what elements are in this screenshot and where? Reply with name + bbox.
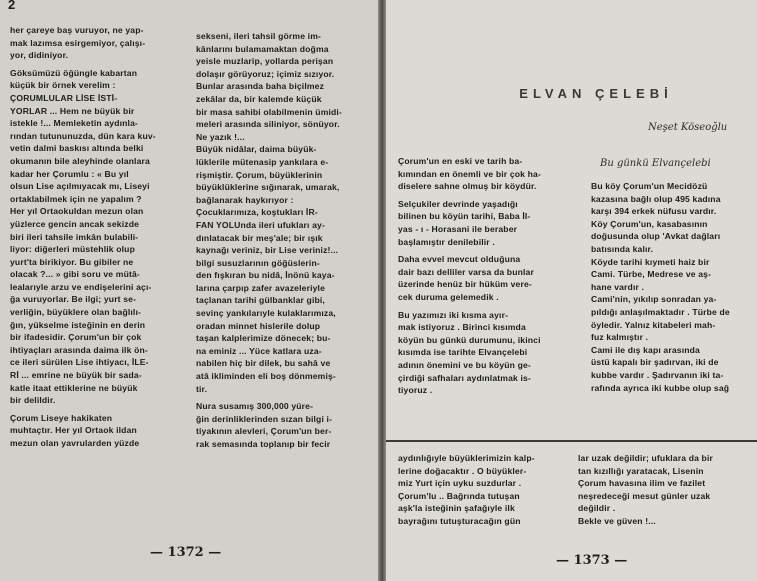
text-line: fuz kalmıştır .: [591, 332, 649, 343]
text-line: ğın, yükselme isteğinin en derin: [10, 319, 146, 330]
text-line: ce ileri sürülen Lise ihtiyacı, İLE-: [10, 357, 149, 368]
intro-column: [398, 155, 541, 397]
text-line: ÇORUMLULAR LİSE İSTİ-: [10, 92, 118, 103]
text-line: kubbe vardır . Şadırvanın iki ta-: [591, 369, 724, 380]
text-line: lealarıyle arzu ve endişelerini açı-: [10, 281, 152, 292]
text-line: Bunlar arasında baha biçilmez: [196, 81, 325, 92]
text-line: bağlanarak haykırıyor :: [196, 194, 294, 205]
text-line: Çorum'un en eski ve tarih ba-: [398, 156, 523, 166]
text-line: Ne yazık !...: [196, 131, 245, 142]
text-line: pıldığı anlaşılmaktadır . Türbe de: [591, 306, 730, 317]
text-line: çirdiği safhaları aydınlatmak is-: [398, 372, 531, 383]
text-line: Çocuklarımıza, koştukları İR-: [196, 207, 318, 218]
text-line: tan kızıllığı yaratacak, Lisenin: [578, 465, 704, 476]
text-line: üzerinde henüz bir hüküm vere-: [398, 279, 532, 290]
page-number-right: — 1373 —: [556, 553, 628, 568]
text-line: yor, didiniyor.: [10, 50, 69, 61]
text-line: yas - ı - Horasani ile beraber: [398, 223, 518, 234]
text-line: olsun Lise açılmıyacak mı, Liseyi: [10, 181, 150, 192]
text-line: lar uzak değildir; ufuklara da bir: [578, 453, 713, 463]
text-line: meleri arasında siliniyor, sönüyor.: [196, 119, 340, 130]
text-line: Çorum'lu .. Bağrında tutuşan: [398, 490, 520, 501]
text-line: bilinen bu köyün tarihi, Baba İl-: [398, 211, 531, 222]
text-line: yeisle muzlarip, yollarda perişan: [196, 56, 334, 67]
text-line: larına çarpıp zafer avazeleriyle: [196, 282, 326, 293]
text-line: cek duruma gelemedik .: [398, 291, 499, 302]
text-line: olacak ?... » gibi soru ve mütâ-: [10, 269, 140, 280]
text-line: kaynağı veriniz, bir Lise veriniz!...: [196, 245, 339, 256]
text-line: sevinç yankılarıyle kulaklarımıza,: [196, 308, 336, 319]
text-line: yurt'ta birikiyor. Bu gibiler ne: [10, 256, 134, 267]
page-gutter: [378, 0, 386, 581]
text-line: Cami ile dış kapı arasında: [591, 344, 700, 355]
text-line: lerine doğacaktır . O büyükler-: [398, 465, 527, 476]
text-line: mezun olan yavrularden yüzde: [10, 438, 140, 448]
text-line: tiyakının alevleri, Çorum'un ber-: [196, 426, 332, 437]
divider-rule: [386, 440, 757, 442]
text-line: miz Yurt için uyku suzdurlar .: [398, 478, 522, 489]
left-column-2: [196, 30, 342, 451]
bottom-left-column: [398, 452, 535, 528]
text-line: bilgi susuzlarının göğüslerin-: [196, 257, 320, 268]
right-page: [386, 0, 757, 581]
text-line: yüzlerce gencin ancak sekizde: [10, 218, 140, 229]
text-line: başlamıştır denilebilir .: [398, 236, 495, 247]
text-line: ortaklabilmek için ne yapalım ?: [10, 193, 142, 204]
text-line: nabilen hiç bir dilek, bu sahâ ve: [196, 358, 331, 369]
text-line: küçük bir örnek verelim :: [10, 80, 116, 91]
text-line: YORLAR ... Hem ne büyük bir: [10, 105, 135, 116]
text-line: adının önemini ve bu köyün ge-: [398, 359, 531, 370]
text-line: kazasına bağlı olup 495 kadına: [591, 193, 721, 204]
side-column: [591, 180, 730, 394]
text-line: Cami. Türbe, Medrese ve aş-: [591, 269, 712, 280]
text-line: Rİ ... emrine ne büyük bir sada-: [10, 370, 142, 381]
text-line: mak istiyoruz . Birinci kısımda: [398, 322, 526, 333]
text-line: kısımda ise tarihte Elvançelebi: [398, 347, 528, 358]
text-line: Bu yazımızı iki kısma ayır-: [398, 309, 509, 320]
article-title: ELVAN ÇELEBİ: [519, 86, 673, 101]
text-line: Köyde tarihi kıymeti haiz bir: [591, 256, 710, 267]
text-line: FAN YOLUnda ileri ufukları ay-: [196, 219, 325, 230]
text-line: bir ifadesidir. Çorum'un bir çok: [10, 332, 142, 343]
text-line: bayrağını tutuşturacağın gün: [398, 515, 521, 526]
text-line: Nura susamış 300,000 yüre-: [196, 401, 314, 412]
text-line: karşı 394 erkek nüfusu vardır.: [591, 206, 717, 217]
text-line: değildir .: [578, 503, 616, 514]
text-line: kadar her Çorumlu : « Bu yıl: [10, 168, 129, 179]
text-line: vetin dalmi baskısı altında belki: [10, 143, 144, 154]
text-line: biri ileri tahsile imkân bulabili-: [10, 231, 139, 242]
text-line: rafında ayrıca iki kubbe olup sağ: [591, 382, 730, 393]
bottom-right-column: [578, 452, 713, 528]
text-line: Her yıl Ortaokuldan mezun olan: [10, 206, 144, 217]
text-line: muhtaçtır. Her yıl Ortaok ildan: [10, 425, 137, 436]
text-line: rak semasında toplanıp bir fecir: [196, 439, 331, 449]
text-line: ğa vuruyorlar. Be ilgi; yurt se-: [10, 294, 137, 305]
text-line: atâ ikliminden eli boş dönmemiş-: [196, 371, 336, 382]
text-line: Selçukiler devrinde yaşadığı: [398, 198, 518, 209]
text-line: dolaşır görüyoruz; içimiz sızıyor.: [196, 68, 335, 79]
text-line: lüklerile mütenasip yankılara e-: [196, 156, 329, 167]
text-line: Çorum Liseye hakikaten: [10, 412, 113, 423]
text-line: kânlarını bulamamaktan doğma: [196, 43, 329, 54]
text-line: dair bazı delliler varsa da bunlar: [398, 266, 534, 277]
text-line: liyor: diğerleri müstehlik olup: [10, 244, 135, 255]
text-line: üstü kapalı bir şadırvan, iki de: [591, 357, 719, 368]
page-number-left: — 1372 —: [150, 545, 222, 560]
text-line: okumanın bile aleyhinde olanlara: [10, 155, 150, 166]
text-line: sekseni, ileri tahsil görme im-: [196, 31, 322, 41]
text-line: zekâlar da, bir kalemde küçük: [196, 93, 322, 104]
text-line: kımından en önemli ve bir çok ha-: [398, 168, 541, 179]
left-page: [0, 0, 378, 581]
text-line: taçlanan tarihi gülbanklar gibi,: [196, 295, 325, 306]
text-line: rından tutununuzda, dün kara kuv-: [10, 130, 156, 141]
text-line: taşan kalplerimize dönecek; bu-: [196, 333, 331, 344]
text-line: Bu köy Çorum'un Mecidözü: [591, 181, 708, 191]
text-line: katle itaat ettiklerine ne büyük: [10, 382, 138, 393]
text-line: dınlatacak bir meş'ale; bir ışık: [196, 232, 323, 243]
text-line: neşredeceği mesut günler uzak: [578, 490, 711, 501]
text-line: na eminiz ... Yüce katlara uza-: [196, 345, 322, 356]
text-line: tir.: [196, 383, 208, 394]
text-line: batısında kalır.: [591, 243, 654, 254]
text-line: bir masa sahibi olabilmenin ümidi-: [196, 106, 342, 117]
left-column-1: [10, 24, 156, 450]
text-line: ğin derinliklerinden sızan bilgi i-: [196, 413, 333, 424]
text-line: doğusunda olup 'Avkat dağları: [591, 231, 721, 242]
text-line: Çorum havasına ilim ve fazilet: [578, 478, 706, 489]
text-line: mak lazımsa esirgemiyor, çalışı-: [10, 37, 146, 48]
text-line: aydınlığıyle büyüklerimizin kalp-: [398, 453, 535, 463]
folio-number: 2: [8, 0, 16, 12]
text-line: Göksümüzü öğüngle kabartan: [10, 67, 138, 78]
text-line: Cami'nin, yıkılıp sonradan ya-: [591, 294, 717, 305]
text-line: Bekle ve güven !...: [578, 515, 656, 526]
section-subtitle: Bu günkü Elvançelebi: [600, 158, 711, 169]
text-line: ihtiyaçları arasında daima ilk ön-: [10, 344, 148, 355]
text-line: öyledir. Yalnız kitabeleri mah-: [591, 319, 716, 330]
text-line: oradan minnet hislerile dolup: [196, 320, 321, 331]
text-line: hane vardır .: [591, 281, 645, 292]
text-line: Büyük nidâlar, daima büyük-: [196, 144, 317, 155]
author-name: Neşet Köseoğlu: [648, 122, 728, 133]
text-line: diselere sahne olmuş bir köydür.: [398, 181, 537, 192]
text-line: tiyoruz .: [398, 385, 433, 396]
text-line: büyüklüklerine sığınarak, umarak,: [196, 182, 340, 193]
text-line: her çareye baş vuruyor, ne yap-: [10, 25, 144, 35]
text-line: rişmiştir. Çorum, büyüklerinin: [196, 169, 323, 180]
text-line: Daha evvel mevcut olduğuna: [398, 254, 521, 265]
text-line: Köy Çorum'un, kasabasının: [591, 218, 708, 229]
text-line: istekle !... Memleketin aydınla-: [10, 118, 139, 129]
text-line: den fışkıran bu nidâ, İnönü kaya-: [196, 270, 335, 281]
text-line: bir delildir.: [10, 395, 56, 406]
text-line: aşk'la isteğinin şafağıyle ilk: [398, 503, 515, 514]
text-line: verliğin, büyüklere olan bağlılı-: [10, 307, 142, 318]
text-line: köyün bu günkü durumunu, ikinci: [398, 334, 541, 345]
